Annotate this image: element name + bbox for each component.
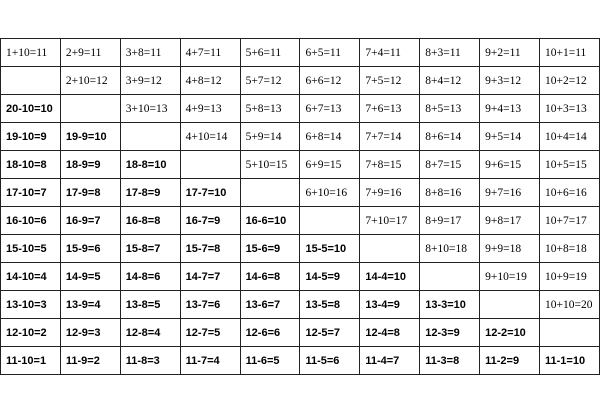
addition-cell: 5+10=15 xyxy=(240,151,300,179)
addition-cell: 10+3=13 xyxy=(540,95,600,123)
table-row xyxy=(1,95,600,123)
addition-cell: 8+5=13 xyxy=(420,95,480,123)
subtraction-cell: 12-8=4 xyxy=(120,319,180,347)
subtraction-cell: 12-5=7 xyxy=(300,319,360,347)
table-row xyxy=(1,235,600,263)
addition-cell: 5+7=12 xyxy=(240,67,300,95)
subtraction-cell: 15-8=7 xyxy=(120,235,180,263)
addition-cell: 2+9=11 xyxy=(60,39,120,67)
subtraction-cell: 12-4=8 xyxy=(360,319,420,347)
addition-cell: 9+9=18 xyxy=(480,235,540,263)
subtraction-cell: 18-9=9 xyxy=(60,151,120,179)
table-row xyxy=(1,151,600,179)
addition-cell: 8+7=15 xyxy=(420,151,480,179)
subtraction-cell: 16-6=10 xyxy=(240,207,300,235)
addition-cell: 3+9=12 xyxy=(120,67,180,95)
addition-cell: 10+2=12 xyxy=(540,67,600,95)
addition-cell: 9+3=12 xyxy=(480,67,540,95)
addition-cell: 6+5=11 xyxy=(300,39,360,67)
table-cell-empty xyxy=(420,263,480,291)
subtraction-cell: 11-1=10 xyxy=(540,347,600,375)
addition-cell: 6+10=16 xyxy=(300,179,360,207)
subtraction-cell: 12-7=5 xyxy=(180,319,240,347)
addition-cell: 3+10=13 xyxy=(120,95,180,123)
addition-cell: 5+8=13 xyxy=(240,95,300,123)
addition-cell: 7+5=12 xyxy=(360,67,420,95)
subtraction-cell: 15-10=5 xyxy=(1,235,61,263)
table-cell-empty xyxy=(60,95,120,123)
subtraction-cell: 17-8=9 xyxy=(120,179,180,207)
subtraction-cell: 16-8=8 xyxy=(120,207,180,235)
subtraction-cell: 12-6=6 xyxy=(240,319,300,347)
addition-cell: 4+10=14 xyxy=(180,123,240,151)
addition-cell: 9+4=13 xyxy=(480,95,540,123)
table-body xyxy=(1,39,600,375)
subtraction-cell: 17-7=10 xyxy=(180,179,240,207)
addition-cell: 7+6=13 xyxy=(360,95,420,123)
addition-cell: 3+8=11 xyxy=(120,39,180,67)
addition-cell: 9+10=19 xyxy=(480,263,540,291)
arithmetic-table-sheet xyxy=(0,38,600,367)
subtraction-cell: 11-9=2 xyxy=(60,347,120,375)
addition-cell: 5+6=11 xyxy=(240,39,300,67)
subtraction-cell: 11-8=3 xyxy=(120,347,180,375)
table-row xyxy=(1,319,600,347)
subtraction-cell: 19-9=10 xyxy=(60,123,120,151)
addition-cell: 6+8=14 xyxy=(300,123,360,151)
subtraction-cell: 20-10=10 xyxy=(1,95,61,123)
subtraction-cell: 11-4=7 xyxy=(360,347,420,375)
addition-subtraction-table xyxy=(0,38,600,375)
addition-cell: 9+5=14 xyxy=(480,123,540,151)
addition-cell: 4+9=13 xyxy=(180,95,240,123)
table-cell-empty xyxy=(120,123,180,151)
table-row xyxy=(1,291,600,319)
table-row xyxy=(1,39,600,67)
subtraction-cell: 13-4=9 xyxy=(360,291,420,319)
addition-cell: 9+7=16 xyxy=(480,179,540,207)
addition-cell: 4+7=11 xyxy=(180,39,240,67)
subtraction-cell: 18-8=10 xyxy=(120,151,180,179)
addition-cell: 9+2=11 xyxy=(480,39,540,67)
addition-cell: 8+4=12 xyxy=(420,67,480,95)
subtraction-cell: 14-7=7 xyxy=(180,263,240,291)
table-row xyxy=(1,67,600,95)
subtraction-cell: 13-9=4 xyxy=(60,291,120,319)
table-cell-empty xyxy=(240,179,300,207)
table-cell-empty xyxy=(300,207,360,235)
addition-cell: 10+7=17 xyxy=(540,207,600,235)
addition-cell: 2+10=12 xyxy=(60,67,120,95)
subtraction-cell: 14-4=10 xyxy=(360,263,420,291)
addition-cell: 8+8=16 xyxy=(420,179,480,207)
subtraction-cell: 15-6=9 xyxy=(240,235,300,263)
addition-cell: 6+9=15 xyxy=(300,151,360,179)
subtraction-cell: 16-9=7 xyxy=(60,207,120,235)
addition-cell: 5+9=14 xyxy=(240,123,300,151)
addition-cell: 9+8=17 xyxy=(480,207,540,235)
subtraction-cell: 11-3=8 xyxy=(420,347,480,375)
addition-cell: 7+7=14 xyxy=(360,123,420,151)
table-row xyxy=(1,263,600,291)
table-row xyxy=(1,123,600,151)
addition-cell: 6+7=13 xyxy=(300,95,360,123)
subtraction-cell: 11-7=4 xyxy=(180,347,240,375)
subtraction-cell: 12-9=3 xyxy=(60,319,120,347)
subtraction-cell: 17-9=8 xyxy=(60,179,120,207)
subtraction-cell: 15-7=8 xyxy=(180,235,240,263)
addition-cell: 8+6=14 xyxy=(420,123,480,151)
addition-cell: 10+4=14 xyxy=(540,123,600,151)
subtraction-cell: 11-10=1 xyxy=(1,347,61,375)
subtraction-cell: 12-2=10 xyxy=(480,319,540,347)
table-row xyxy=(1,179,600,207)
subtraction-cell: 16-7=9 xyxy=(180,207,240,235)
subtraction-cell: 13-6=7 xyxy=(240,291,300,319)
subtraction-cell: 13-7=6 xyxy=(180,291,240,319)
subtraction-cell: 13-8=5 xyxy=(120,291,180,319)
addition-cell: 10+5=15 xyxy=(540,151,600,179)
subtraction-cell: 17-10=7 xyxy=(1,179,61,207)
addition-cell: 1+10=11 xyxy=(1,39,61,67)
subtraction-cell: 14-8=6 xyxy=(120,263,180,291)
subtraction-cell: 15-9=6 xyxy=(60,235,120,263)
subtraction-cell: 12-10=2 xyxy=(1,319,61,347)
table-cell-empty xyxy=(360,235,420,263)
addition-cell: 8+10=18 xyxy=(420,235,480,263)
table-cell-empty xyxy=(540,319,600,347)
table-cell-empty xyxy=(480,291,540,319)
subtraction-cell: 19-10=9 xyxy=(1,123,61,151)
subtraction-cell: 15-5=10 xyxy=(300,235,360,263)
addition-cell: 8+9=17 xyxy=(420,207,480,235)
table-row xyxy=(1,207,600,235)
subtraction-cell: 13-5=8 xyxy=(300,291,360,319)
addition-cell: 10+6=16 xyxy=(540,179,600,207)
subtraction-cell: 14-10=4 xyxy=(1,263,61,291)
subtraction-cell: 14-6=8 xyxy=(240,263,300,291)
subtraction-cell: 13-10=3 xyxy=(1,291,61,319)
table-row xyxy=(1,347,600,375)
addition-cell: 10+9=19 xyxy=(540,263,600,291)
addition-cell: 6+6=12 xyxy=(300,67,360,95)
addition-cell: 10+8=18 xyxy=(540,235,600,263)
subtraction-cell: 14-5=9 xyxy=(300,263,360,291)
subtraction-cell: 13-3=10 xyxy=(420,291,480,319)
addition-cell: 7+8=15 xyxy=(360,151,420,179)
addition-cell: 4+8=12 xyxy=(180,67,240,95)
subtraction-cell: 18-10=8 xyxy=(1,151,61,179)
addition-cell: 7+9=16 xyxy=(360,179,420,207)
table-cell-empty xyxy=(1,67,61,95)
addition-cell: 10+1=11 xyxy=(540,39,600,67)
subtraction-cell: 12-3=9 xyxy=(420,319,480,347)
addition-cell: 9+6=15 xyxy=(480,151,540,179)
addition-cell: 7+4=11 xyxy=(360,39,420,67)
addition-cell: 7+10=17 xyxy=(360,207,420,235)
addition-cell: 8+3=11 xyxy=(420,39,480,67)
subtraction-cell: 11-2=9 xyxy=(480,347,540,375)
table-cell-empty xyxy=(180,151,240,179)
subtraction-cell: 14-9=5 xyxy=(60,263,120,291)
subtraction-cell: 11-6=5 xyxy=(240,347,300,375)
subtraction-cell: 11-5=6 xyxy=(300,347,360,375)
subtraction-cell: 16-10=6 xyxy=(1,207,61,235)
addition-cell: 10+10=20 xyxy=(540,291,600,319)
